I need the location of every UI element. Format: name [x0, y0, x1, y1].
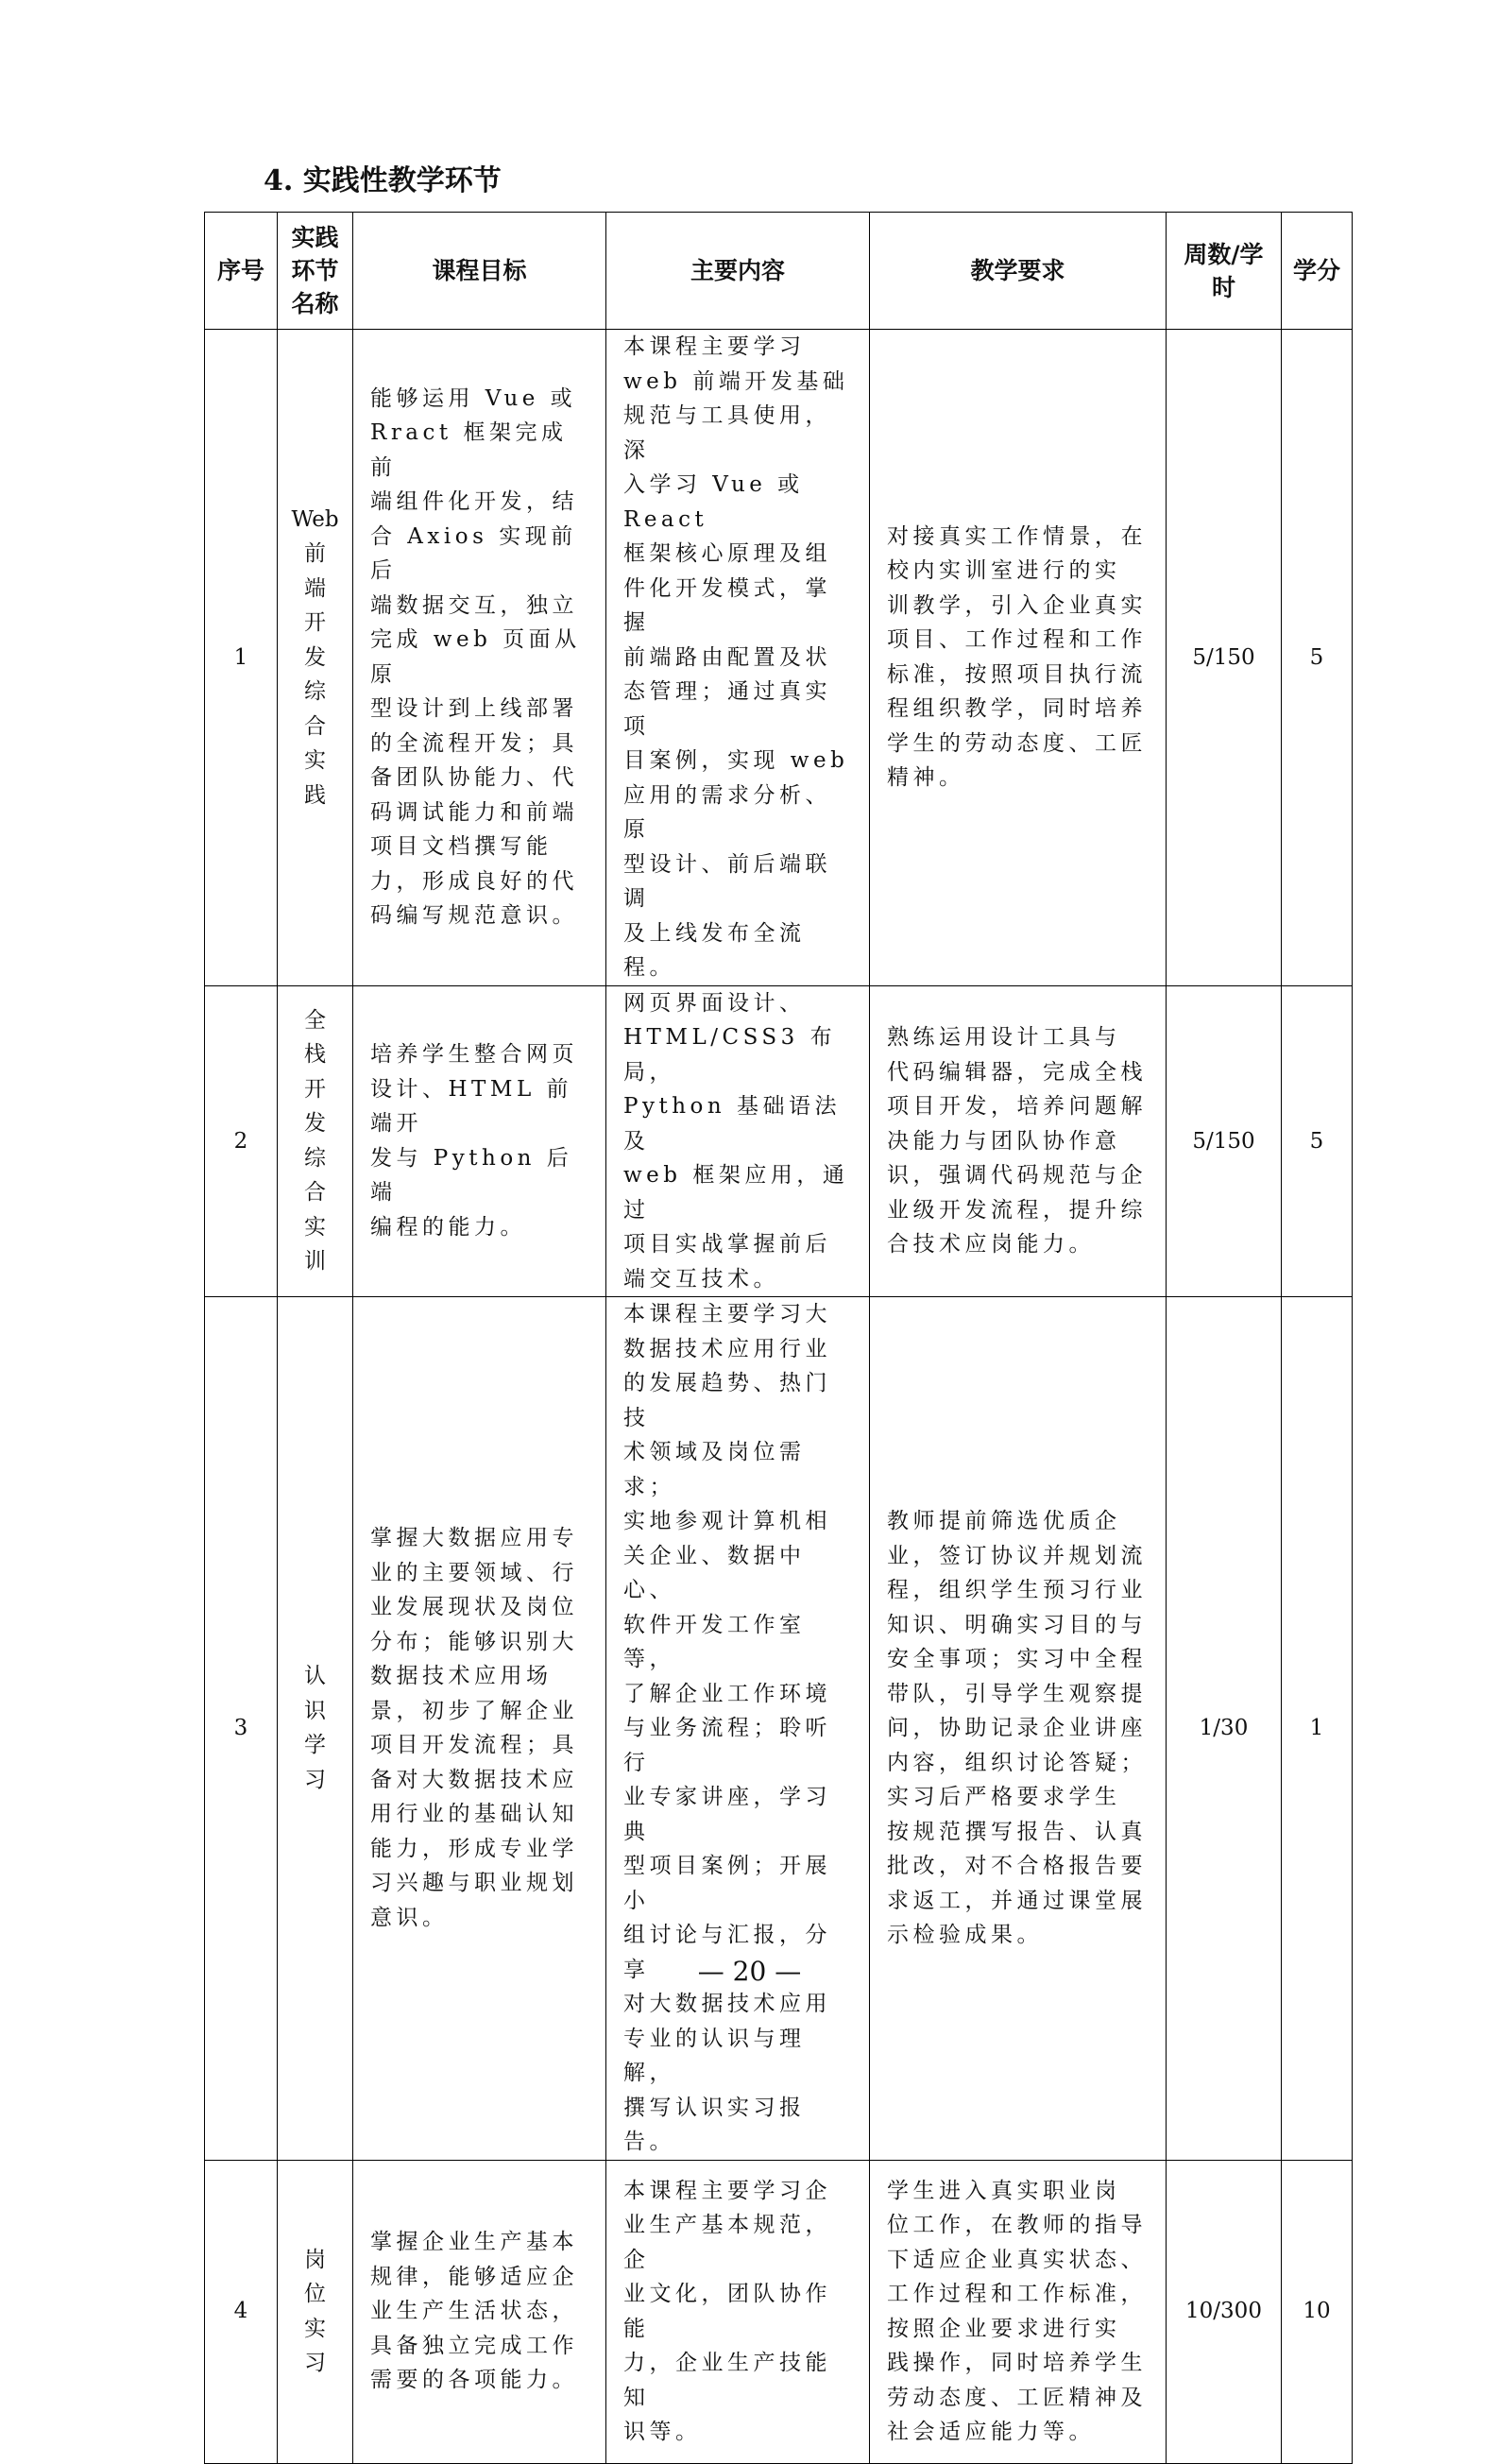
row-goal: 掌握企业生产基本 规律，能够适应企 业生产生活状态， 具备独立完成工作 需要的各项能力。	[353, 2160, 606, 2463]
header-name: 实践 环节 名称	[278, 213, 353, 330]
row-credits: 5	[1282, 985, 1353, 1297]
table-row	[205, 330, 1353, 986]
row-requirement: 教师提前筛选优质企 业，签订协议并规划流 程，组织学生预习行业 知识、明确实习目的与 安全事项；实习中全程 带队，引导学生观察提 问，协助记录企业讲座 内容，组织讨论答疑； 实习后严格要求学生 按规范撰写报告、认真 批改，对不合格报告要 求返工，并通过课堂展 示检验成果。	[870, 1297, 1167, 2161]
row-weeks: 10/300	[1167, 2160, 1282, 2463]
row-content: 本课程主要学习大 数据技术应用行业 的发展趋势、热门技 术领域及岗位需求； 实地参观计算机相 关企业、数据中心、 软件开发工作室等， 了解企业工作环境 与业务流程；聆听行 业专家讲座，学习典 型项目案例；开展小 组讨论与汇报，分享 对大数据技术应用 专业的认识与理解， 撰写认识实习报告。	[606, 1297, 870, 2161]
row-no: 2	[205, 985, 278, 1297]
row-goal: 能够运用 Vue 或 Rract 框架完成前 端组件化开发，结 合 Axios 实现前后 端数据交互，独立 完成 web 页面从原 型设计到上线部署 的全流程开发；具 备团队协能力、代 码调试能力和前端 项目文档撰写能 力，形成良好的代 码编写规范意识。	[353, 330, 606, 986]
header-no: 序号	[205, 213, 278, 330]
row-goal: 培养学生整合网页 设计、HTML 前端开 发与 Python 后端 编程的能力。	[353, 985, 606, 1297]
table-row	[205, 1297, 1353, 2161]
row-credits: 5	[1282, 330, 1353, 986]
row-name: 全 栈 开 发 综 合 实 训	[278, 985, 353, 1297]
row-content: 本课程主要学习企 业生产基本规范，企 业文化，团队协作能 力，企业生产技能知 识等。	[606, 2160, 870, 2463]
row-weeks: 5/150	[1167, 985, 1282, 1297]
row-requirement: 熟练运用设计工具与 代码编辑器，完成全栈 项目开发，培养问题解 决能力与团队协作意 识，强调代码规范与企 业级开发流程，提升综 合技术应岗能力。	[870, 985, 1167, 1297]
table-row	[205, 985, 1353, 1297]
row-name: 认 识 学 习	[278, 1297, 353, 2161]
row-content: 本课程主要学习 web 前端开发基础 规范与工具使用，深 入学习 Vue 或 React 框架核心原理及组 件化开发模式，掌握 前端路由配置及状 态管理；通过真实项 目案例，实现 web 应用的需求分析、原 型设计、前后端联调 及上线发布全流程。	[606, 330, 870, 986]
header-requirement: 教学要求	[870, 213, 1167, 330]
header-weeks: 周数/学 时	[1167, 213, 1282, 330]
row-no: 3	[205, 1297, 278, 2161]
row-name: 岗 位 实 习	[278, 2160, 353, 2463]
row-credits: 10	[1282, 2160, 1353, 2463]
row-weeks: 5/150	[1167, 330, 1282, 986]
header-content: 主要内容	[606, 213, 870, 330]
row-requirement: 学生进入真实职业岗 位工作，在教师的指导 下适应企业真实状态、 工作过程和工作标准， 按照企业要求进行实 践操作，同时培养学生 劳动态度、工匠精神及 社会适应能力等。	[870, 2160, 1167, 2463]
table-header-row	[205, 213, 1353, 330]
table-row	[205, 2160, 1353, 2463]
row-goal: 掌握大数据应用专 业的主要领域、行 业发展现状及岗位 分布；能够识别大 数据技术应用场 景，初步了解企业 项目开发流程；具 备对大数据技术应 用行业的基础认知 能力，形成专业学 习兴趣与职业规划 意识。	[353, 1297, 606, 2161]
practical-teaching-table	[204, 212, 1353, 2464]
row-no: 1	[205, 330, 278, 986]
header-credits: 学分	[1282, 213, 1353, 330]
row-credits: 1	[1282, 1297, 1353, 2161]
page-number: — 20 —	[697, 1956, 802, 1987]
row-content: 网页界面设计、 HTML/CSS3 布局， Python 基础语法及 web 框架应用，通过 项目实战掌握前后 端交互技术。	[606, 985, 870, 1297]
row-weeks: 1/30	[1167, 1297, 1282, 2161]
row-no: 4	[205, 2160, 278, 2463]
row-requirement: 对接真实工作情景，在 校内实训室进行的实 训教学，引入企业真实 项目、工作过程和工作 标准，按照项目执行流 程组织教学，同时培养 学生的劳动态度、工匠 精神。	[870, 330, 1167, 986]
header-goal: 课程目标	[353, 213, 606, 330]
row-name: Web 前 端 开 发 综 合 实 践	[278, 330, 353, 986]
section-title: 4. 实践性教学环节	[264, 164, 502, 197]
